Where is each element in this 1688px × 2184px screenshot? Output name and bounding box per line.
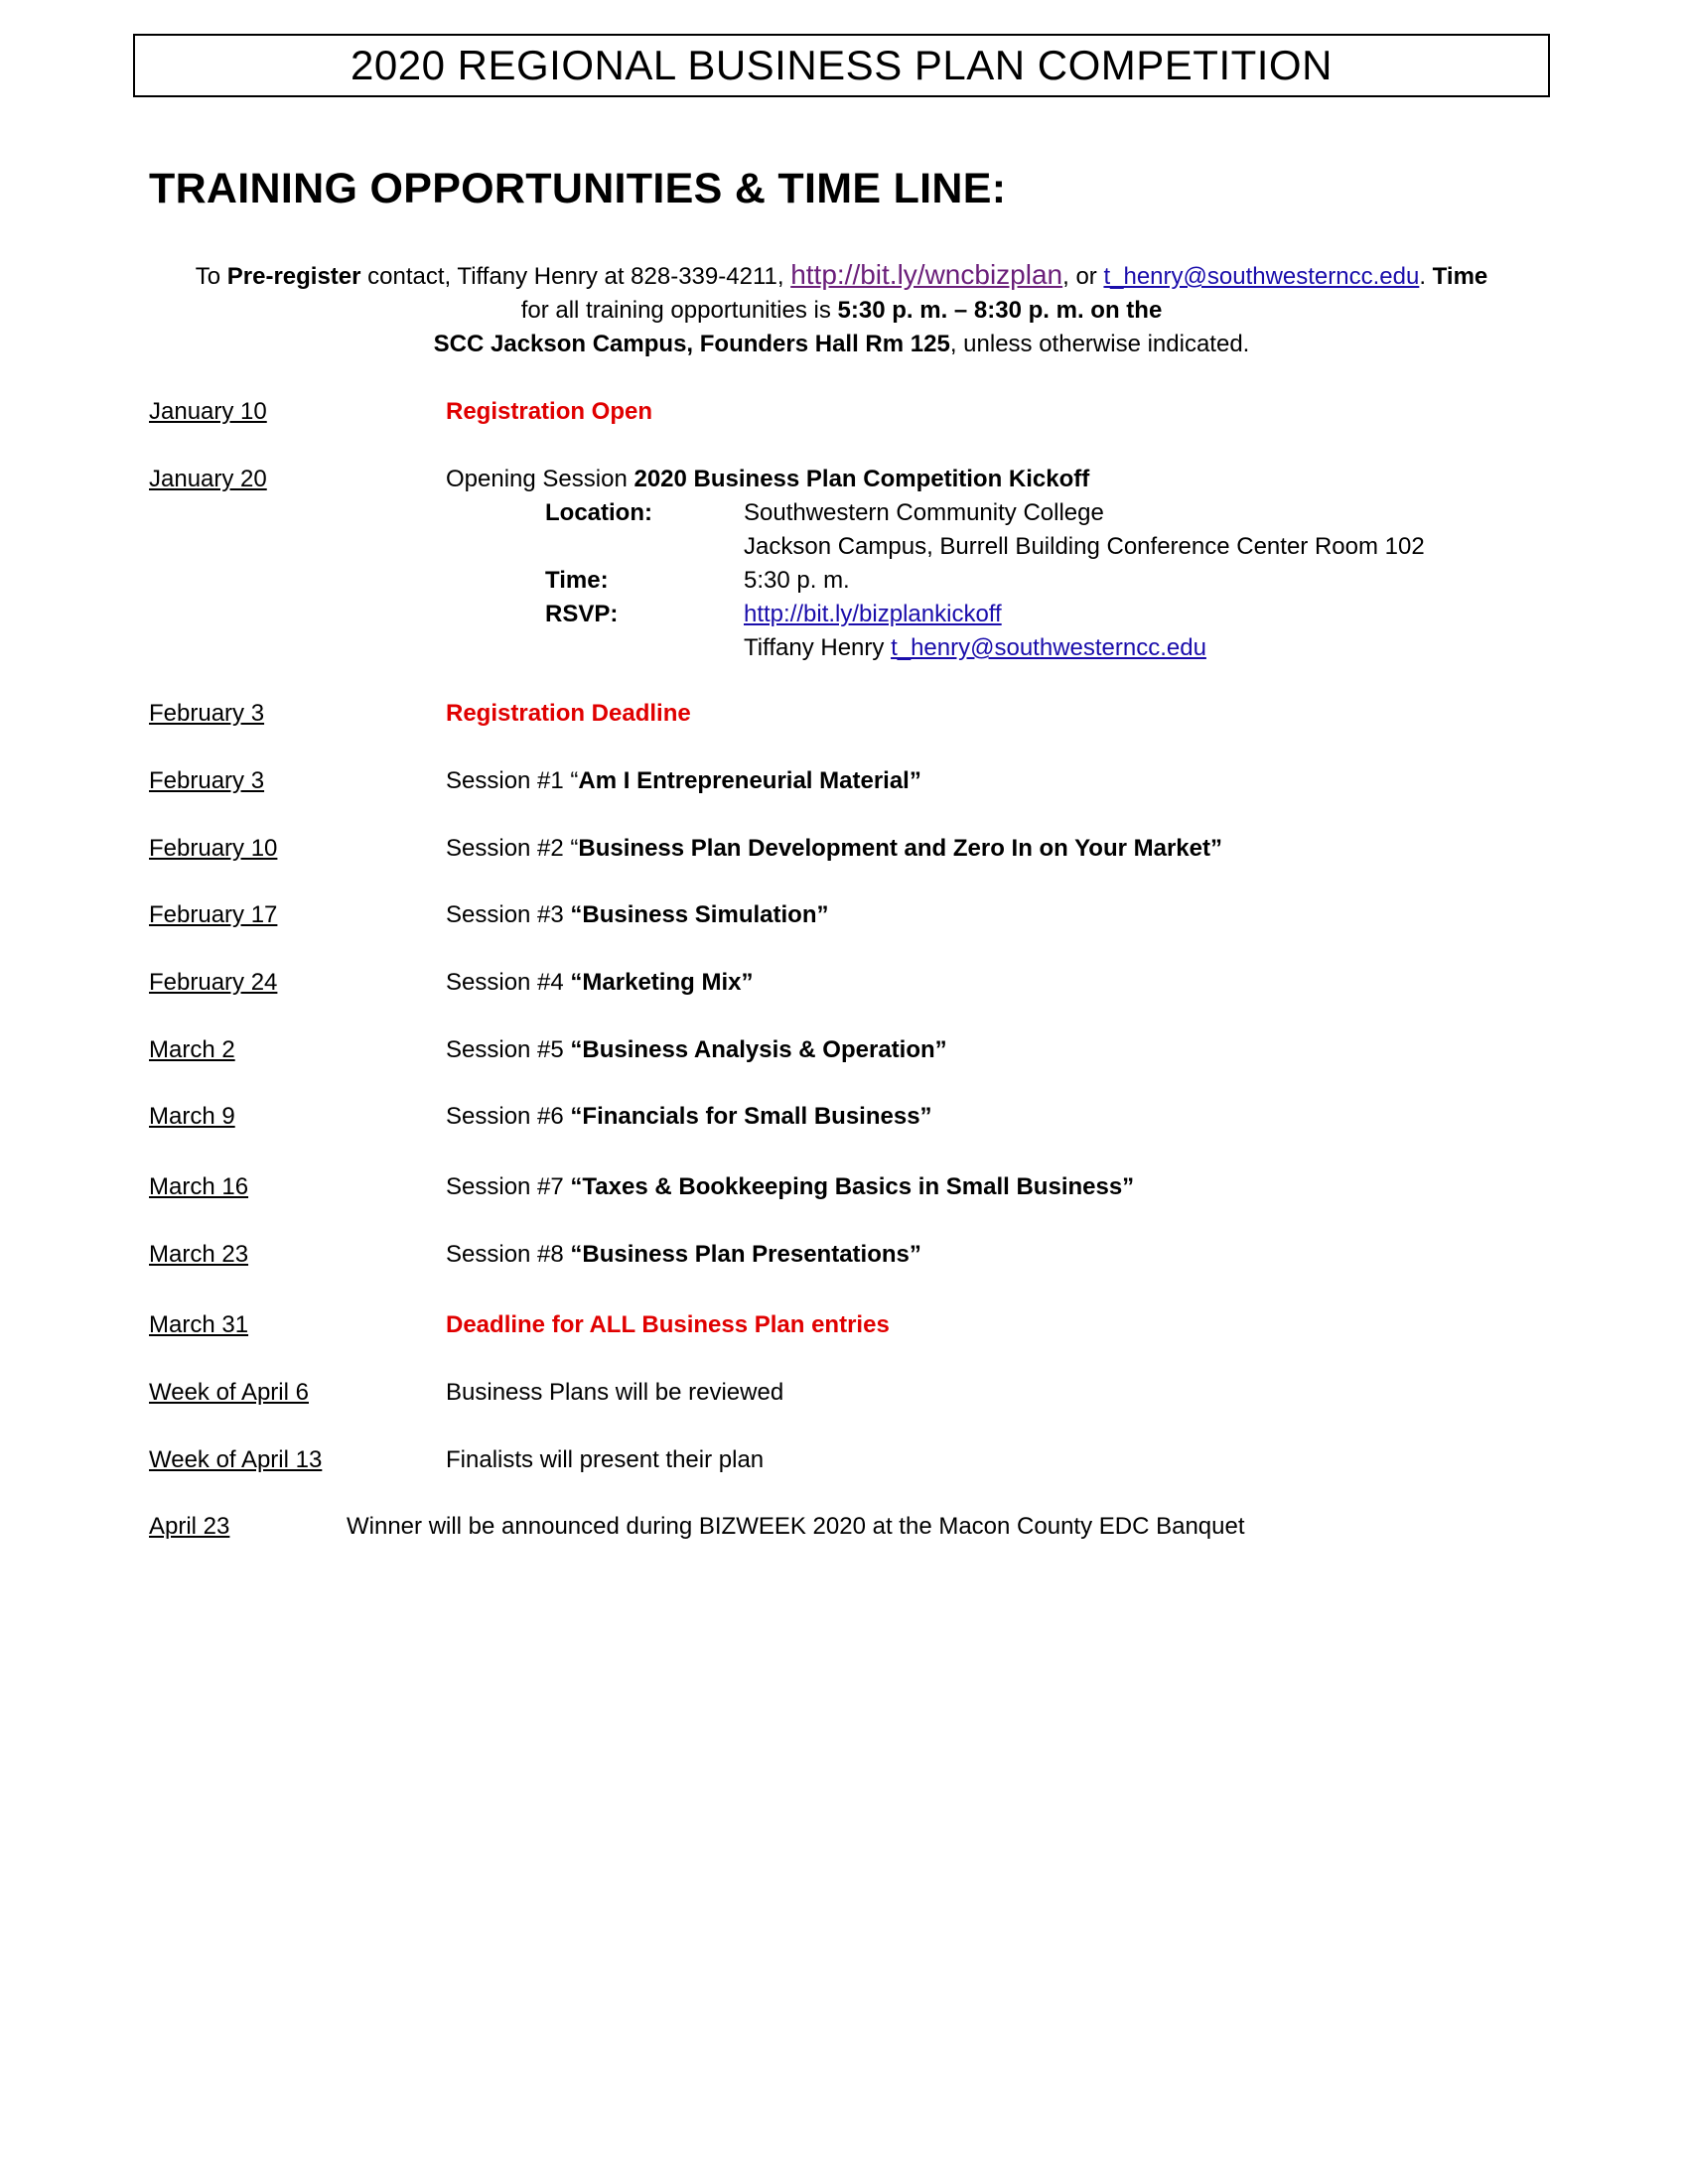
- intro-line-3: SCC Jackson Campus, Founders Hall Rm 125, unless otherwise indicated.: [433, 331, 1250, 357]
- timeline-text: Session #6 “Financials for Small Business”: [446, 1103, 932, 1130]
- location-value: Southwestern Community College: [744, 499, 1104, 526]
- document-title: 2020 REGIONAL BUSINESS PLAN COMPETITION: [133, 34, 1550, 97]
- timeline-date: Week of April 6: [149, 1379, 309, 1406]
- timeline-date: February 17: [149, 901, 278, 928]
- timeline-text: Registration Deadline: [446, 700, 691, 727]
- timeline-text: Session #4 “Marketing Mix”: [446, 969, 754, 996]
- time-label: Time:: [545, 567, 609, 594]
- timeline-text: Session #1 “Am I Entrepreneurial Material”: [446, 767, 921, 794]
- timeline-text: Registration Open: [446, 398, 653, 425]
- time-range: 5:30 p. m. – 8:30 p. m. on the: [837, 297, 1163, 324]
- timeline-date: April 23: [149, 1513, 230, 1540]
- timeline-date: February 10: [149, 835, 278, 862]
- timeline-text: Session #3 “Business Simulation”: [446, 901, 829, 928]
- timeline-text: Session #8 “Business Plan Presentations”: [446, 1241, 921, 1268]
- rsvp-link[interactable]: http://bit.ly/bizplankickoff: [744, 601, 1002, 627]
- section-heading: TRAINING OPPORTUNITIES & TIME LINE:: [149, 165, 1007, 212]
- timeline-text: Session #5 “Business Analysis & Operation”: [446, 1036, 947, 1063]
- timeline-text: Winner will be announced during BIZWEEK 2020 at the Macon County EDC Banquet: [347, 1513, 1245, 1540]
- timeline-date: January 20: [149, 466, 267, 492]
- rsvp-email-link[interactable]: t_henry@southwesterncc.edu: [891, 634, 1206, 661]
- rsvp-label: RSVP:: [545, 601, 619, 627]
- location-value-2: Jackson Campus, Burrell Building Conference Center Room 102: [744, 533, 1425, 560]
- time-value: 5:30 p. m.: [744, 567, 850, 594]
- wncbizplan-link[interactable]: http://bit.ly/wncbizplan: [790, 259, 1063, 290]
- timeline-date: March 31: [149, 1311, 249, 1338]
- timeline-text: Deadline for ALL Business Plan entries: [446, 1311, 890, 1338]
- timeline-date: January 10: [149, 398, 267, 425]
- timeline-text: Finalists will present their plan: [446, 1446, 765, 1473]
- preregister-label: Pre-register: [226, 263, 361, 290]
- timeline-date: February 3: [149, 700, 265, 727]
- timeline-date: March 23: [149, 1241, 249, 1268]
- rsvp-contact: Tiffany Henry t_henry@southwesterncc.edu: [744, 634, 1206, 661]
- location-text: SCC Jackson Campus, Founders Hall Rm 125: [433, 331, 950, 357]
- timeline-date: March 16: [149, 1173, 249, 1200]
- timeline-date: February 24: [149, 969, 278, 996]
- timeline-text: Opening Session 2020 Business Plan Competition Kickoff: [446, 466, 1090, 492]
- intro-line-2: for all training opportunities is 5:30 p. m. – 8:30 p. m. on the: [520, 297, 1163, 324]
- timeline-date: February 3: [149, 767, 265, 794]
- timeline-text: Business Plans will be reviewed: [446, 1379, 784, 1406]
- intro-paragraph: [133, 258, 1550, 361]
- location-label: Location:: [545, 499, 652, 526]
- timeline-date: Week of April 13: [149, 1446, 323, 1473]
- timeline-date: March 9: [149, 1103, 235, 1130]
- timeline-text: Session #7 “Taxes & Bookkeeping Basics in Small Business”: [446, 1173, 1135, 1200]
- intro-line-1: To Pre-register contact, Tiffany Henry at 828-339-4211, http://bit.ly/wncbizplan, or t_henry@southwesterncc.edu. Time: [195, 259, 1488, 290]
- email-link[interactable]: t_henry@southwesterncc.edu: [1103, 263, 1420, 290]
- timeline-text: Session #2 “Business Plan Development and Zero In on Your Market”: [446, 835, 1222, 862]
- timeline-date: March 2: [149, 1036, 235, 1063]
